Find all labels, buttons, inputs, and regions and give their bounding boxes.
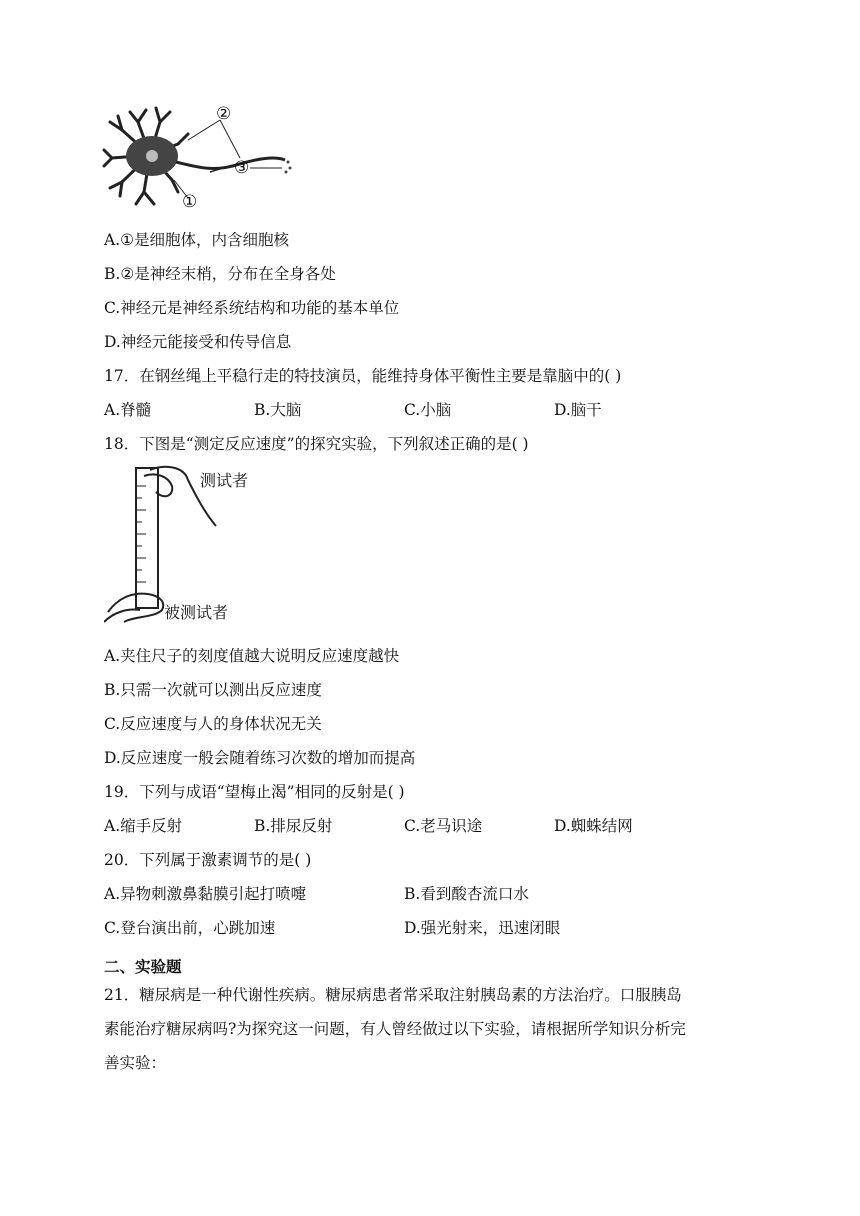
- subject-label: 被测试者: [164, 603, 229, 622]
- q18-option-c: C.反应速度与人的身体状况无关: [104, 715, 322, 733]
- q18-option-a: A.夹住尺子的刻度值越大说明反应速度越快: [104, 647, 400, 665]
- q19-option-b: B.排尿反射: [254, 817, 333, 835]
- q19-option-a: A.缩手反射: [104, 817, 183, 835]
- q17-option-d: D.脑干: [554, 401, 602, 419]
- tester-label: 测试者: [200, 471, 249, 490]
- label-1: ①: [182, 192, 198, 212]
- q18-option-d: D.反应速度一般会随着练习次数的增加而提高: [104, 749, 416, 767]
- q20-option-a: A.异物刺激鼻黏膜引起打喷嚏: [104, 885, 307, 903]
- q21-line-1: 21．糖尿病是一种代谢性疾病。糖尿病患者常采取注射胰岛素的方法治疗。口服胰岛: [104, 986, 682, 1004]
- q16-option-c: C.神经元是神经系统结构和功能的基本单位: [104, 299, 400, 317]
- q19-option-d: D.蜘蛛结网: [554, 817, 633, 835]
- q20-option-d: D.强光射来，迅速闭眼: [404, 919, 561, 937]
- q17-stem: 17．在钢丝绳上平稳行走的特技演员，能维持身体平衡性主要是靠脑中的( ): [104, 367, 622, 385]
- q21-line-2: 素能治疗糖尿病吗?为探究这一问题，有人曾经做过以下实验，请根据所学知识分析完: [104, 1020, 686, 1038]
- q20-stem: 20．下列属于激素调节的是( ): [104, 851, 312, 869]
- q19-stem: 19．下列与成语“望梅止渴”相同的反射是( ): [104, 783, 405, 801]
- q17-option-a: A.脊髓: [104, 401, 152, 419]
- q17-option-c: C.小脑: [404, 401, 452, 419]
- q20-option-b: B.看到酸杏流口水: [404, 885, 529, 903]
- q17-option-b: B.大脑: [254, 401, 302, 419]
- neuron-figure: [100, 100, 300, 218]
- q20-option-c: C.登台演出前，心跳加速: [104, 919, 276, 937]
- reaction-test-figure: [104, 462, 264, 630]
- label-3: ③: [234, 158, 250, 178]
- section-heading: 二、实验题: [104, 958, 182, 976]
- q18-stem: 18．下图是“测定反应速度”的探究实验，下列叙述正确的是( ): [104, 435, 529, 453]
- q19-option-c: C.老马识途: [404, 817, 483, 835]
- q21-line-3: 善实验：: [104, 1054, 167, 1072]
- label-2: ②: [216, 104, 232, 124]
- q16-option-a: A.①是细胞体，内含细胞核: [104, 231, 290, 249]
- q16-option-d: D.神经元能接受和传导信息: [104, 333, 292, 351]
- q18-option-b: B.只需一次就可以测出反应速度: [104, 681, 322, 699]
- q16-option-b: B.②是神经末梢，分布在全身各处: [104, 265, 336, 283]
